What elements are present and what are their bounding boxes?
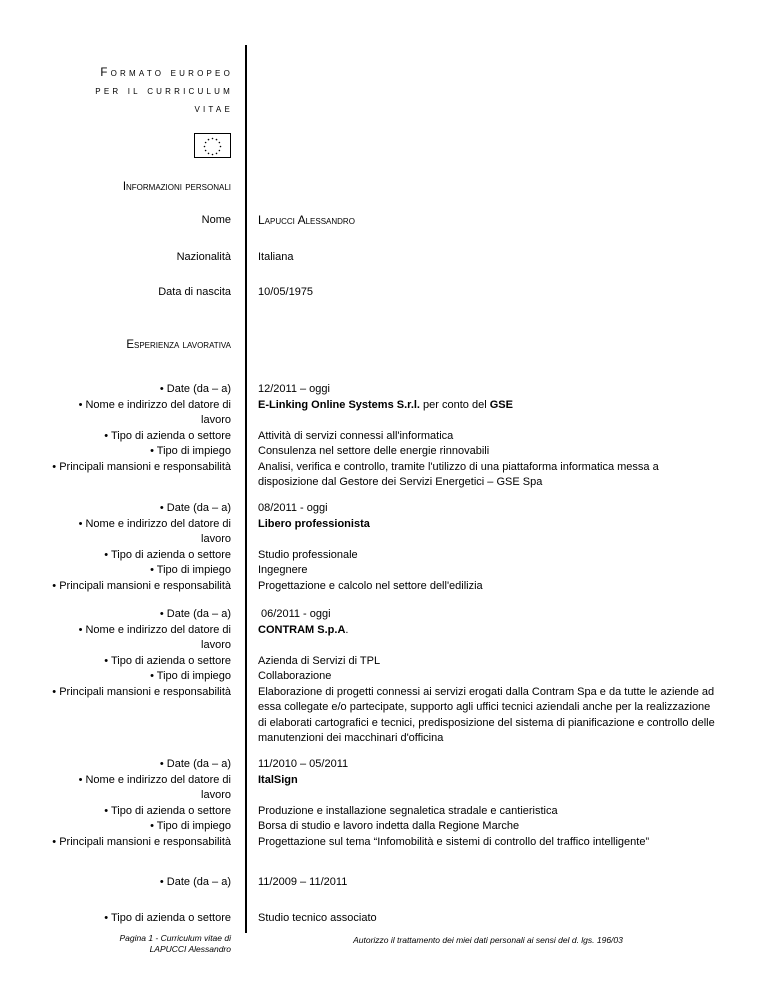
job-2-labels: • Date (da – a) • Nome e indirizzo del datore di lavoro • Tipo di azienda o settore • Tipo di impiego • Principali mansioni e responsabilità — [52, 502, 231, 592]
job-5-sector-value: Studio tecnico associato — [258, 912, 377, 924]
job-4-values: 11/2010 – 05/2011 ItalSign Produzione e installazione segnaletica stradale e cantieristica Borsa di studio e lavoro indetta dalla Regione Marche Progettazione sul tema “Infomobilità e sistemi di controllo del traffico intelligente” — [258, 758, 650, 848]
job-3-labels: • Date (da – a) • Nome e indirizzo del datore di lavoro • Tipo di azienda o settore • Tipo di impiego • Principali mansioni e responsabilità — [52, 608, 231, 698]
footer-privacy-note: Autorizzo il trattamento dei miei dati personali ai sensi del d. lgs. 196/03 — [353, 935, 623, 945]
value-data-nascita: 10/05/1975 — [258, 286, 314, 298]
cv-title-line3: vitae — [194, 103, 233, 115]
column-divider — [245, 45, 247, 933]
job-1-values: 12/2011 – oggi E-Linking Online Systems S.r.l. per conto del GSE Attività di servizi connessi all'informatica Consulenza nel settore delle energie rinnovabili Analisi, verifica e controllo, tramite l'utilizzo di una piattaforma informatica messa a disposizione dal Gestore dei Servizi Energetici – GSE Spa — [258, 383, 659, 488]
cv-title-line2: per il curriculum — [95, 85, 233, 97]
label-nazionalita: Nazionalità — [176, 251, 231, 263]
job-3-values: 06/2011 - oggi CONTRAM S.p.A. Azienda di Servizi di TPL Collaborazione Elaborazione di progetti connessi ai servizi erogati dalla Contram Spa e da tutte le aziende ad essa collegate e/o partecipate, supporto agli uffici tecnici aziendali anche per la realizzazione di elaborati cartografici e tecnici, predisposizione del sistema di pianificazione e controllo delle manutenzioni dei macchinari d'officina — [258, 608, 715, 744]
footer-page-info: Pagina 1 - Curriculum vitae di LAPUCCI Alessandro — [119, 933, 231, 954]
label-data-nascita: Data di nascita — [158, 286, 231, 298]
label-nome: Nome — [201, 214, 231, 226]
value-nome: Lapucci Alessandro — [258, 213, 355, 227]
job-5-date-value: 11/2009 – 11/2011 — [258, 876, 348, 888]
job-5-date-label: • Date (da – a) — [159, 876, 231, 888]
job-2-values: 08/2011 - oggi Libero professionista Studio professionale Ingegnere Progettazione e calcolo nel settore dell'edilizia — [258, 502, 483, 592]
section-personal-info: Informazioni personali — [122, 181, 231, 193]
eu-flag-icon — [194, 133, 231, 158]
job-5-sector-label: • Tipo di azienda o settore — [104, 912, 231, 924]
value-nazionalita: Italiana — [258, 251, 294, 263]
job-1-labels: • Date (da – a) • Nome e indirizzo del datore di lavoro • Tipo di azienda o settore • Tipo di impiego • Principali mansioni e responsabilità — [52, 383, 231, 473]
cv-title-line1: Formato europeo — [100, 67, 233, 79]
section-work-experience: Esperienza lavorativa — [126, 339, 231, 351]
job-4-labels: • Date (da – a) • Nome e indirizzo del datore di lavoro • Tipo di azienda o settore • Tipo di impiego • Principali mansioni e responsabilità — [52, 758, 231, 848]
